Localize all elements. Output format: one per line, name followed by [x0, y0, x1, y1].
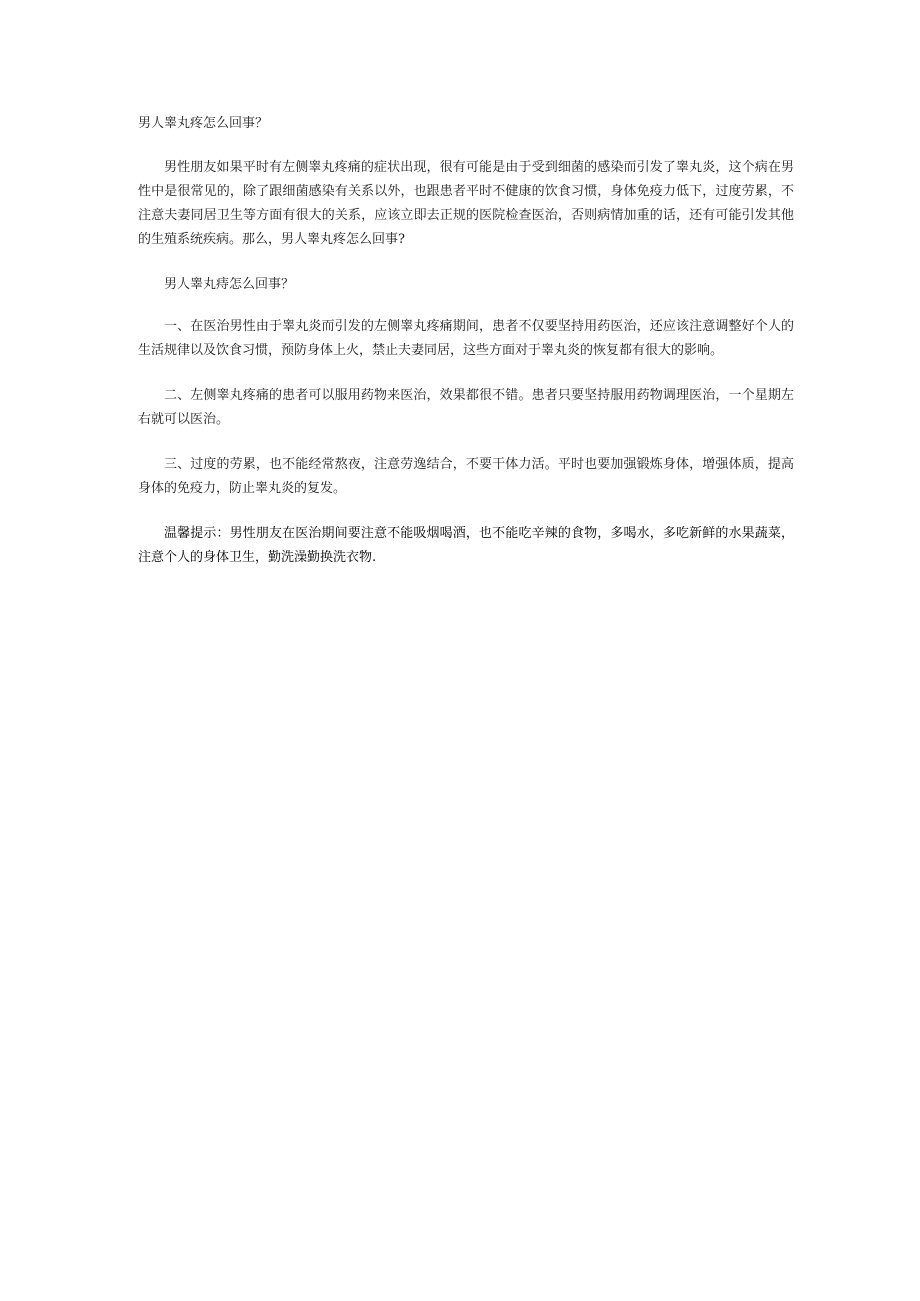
document-title: 男人睾丸疼怎么回事？ — [138, 116, 269, 131]
document-page — [138, 112, 794, 570]
warm-tip-paragraph: 温馨提示：男性朋友在医治期间要注意不能吸烟喝酒，也不能吃辛辣的食物，多喝水，多吃新鲜的水果蔬菜，注意个人的身体卫生，勤洗澡勤换洗衣物. — [138, 526, 794, 565]
intro-paragraph: 男性朋友如果平时有左侧睾丸疼痛的症状出现，很有可能是由于受到细菌的感染而引发了睾丸炎，这个病在男性中是很常见的，除了跟细菌感染有关系以外，也跟患者平时不健康的饮食习惯，身体免疫力低下，过度劳累，不注意夫妻同居卫生等方面有很大的关系，应该立即去正规的医院检查医治，否则病情加重的话，还有可能引发其他的生殖系统疾病。那么，男人睾丸疼怎么回事? — [138, 160, 794, 247]
point-paragraph-1: 一、在医治男性由于睾丸炎而引发的左侧睾丸疼痛期间，患者不仅要坚持用药医治，还应该注意调整好个人的生活规律以及饮食习惯，预防身体上火，禁止夫妻同居，这些方面对于睾丸炎的恢复都有很大的影响。 — [138, 319, 794, 358]
point-paragraph-2: 二、左侧睾丸疼痛的患者可以服用药物来医治，效果都很不错。患者只要坚持服用药物调理医治，一个星期左右就可以医治。 — [138, 388, 794, 427]
point-paragraph-3: 三、过度的劳累，也不能经常熬夜，注意劳逸结合，不要干体力活。平时也要加强锻炼身体，增强体质，提高身体的免疫力，防止睾丸炎的复发。 — [138, 457, 794, 496]
section-heading: 男人睾丸痔怎么回事？ — [164, 277, 295, 292]
